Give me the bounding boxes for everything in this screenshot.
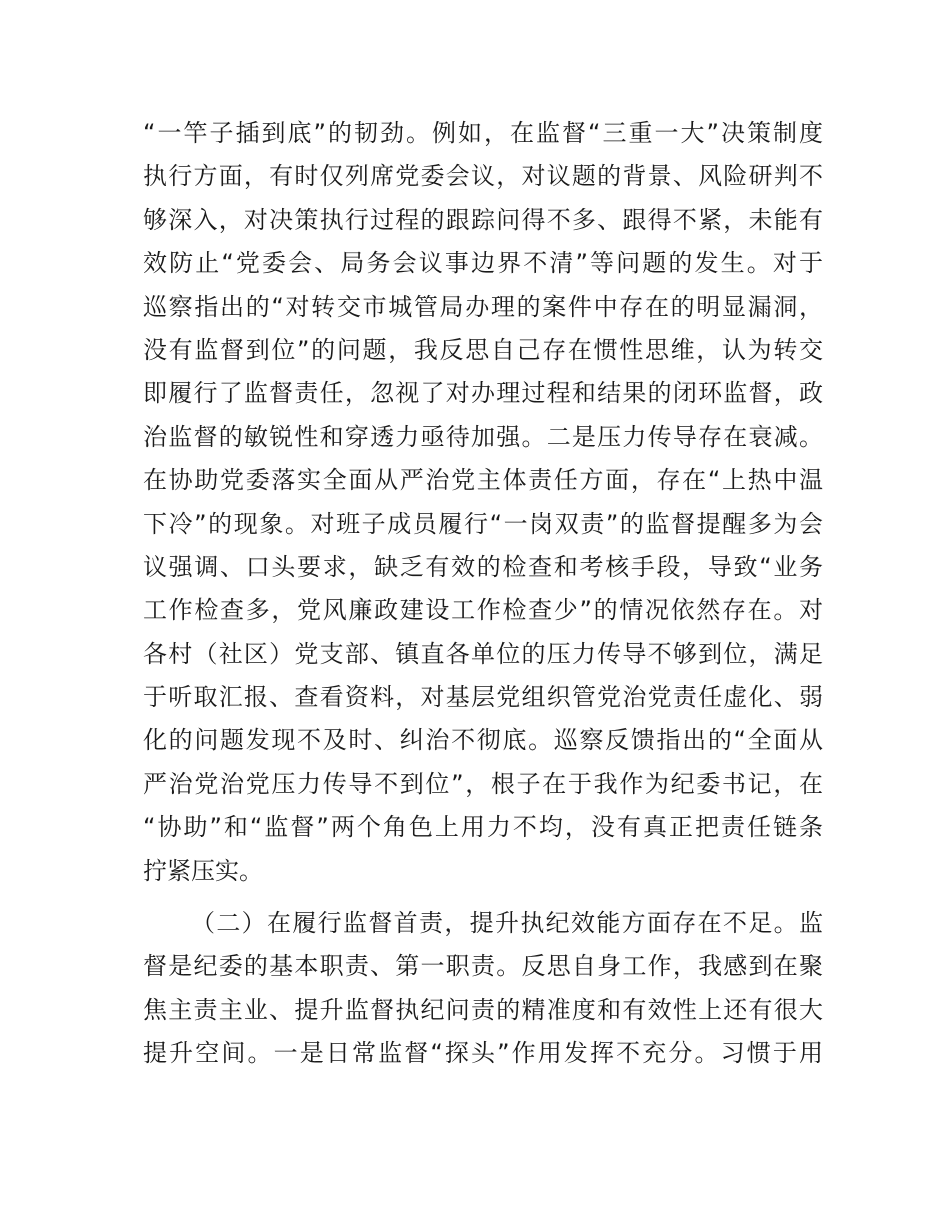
text-line: 督是纪委的基本职责、第一职责。反思自身工作，我感到在聚 <box>143 952 823 981</box>
paragraph-1 <box>143 112 823 893</box>
text-line: 议强调、口头要求，缺乏有效的检查和考核手段，导致“业务 <box>143 552 823 581</box>
text-line: “协助”和“监督”两个角色上用力不均，没有真正把责任链条 <box>143 813 823 842</box>
text-line: 拧紧压实。 <box>143 856 263 885</box>
text-line: 严治党治党压力传导不到位”，根子在于我作为纪委书记，在 <box>143 769 823 798</box>
text-line: 焦主责主业、提升监督执纪问责的精准度和有效性上还有很大 <box>143 995 823 1024</box>
text-line: 提升空间。一是日常监督“探头”作用发挥不充分。习惯于用 <box>143 1039 823 1068</box>
text-line: 下冷”的现象。对班子成员履行“一岗双责”的监督提醒多为会 <box>143 509 823 538</box>
text-line: （二）在履行监督首责，提升执纪效能方面存在不足。监 <box>191 909 823 938</box>
document-body <box>143 112 823 1076</box>
text-line: 够深入，对决策执行过程的跟踪问得不多、跟得不紧，未能有 <box>143 205 823 234</box>
paragraph-spacer <box>143 893 823 902</box>
text-line: 没有监督到位”的问题，我反思自己存在惯性思维，认为转交 <box>143 335 823 364</box>
text-line: “一竿子插到底”的韧劲。例如，在监督“三重一大”决策制度 <box>143 119 823 147</box>
text-line: 在协助党委落实全面从严治党主体责任方面，存在“上热中温 <box>143 466 823 495</box>
text-line: 执行方面，有时仅列席党委会议，对议题的背景、风险研判不 <box>143 162 823 191</box>
text-line: 化的问题发现不及时、纠治不彻底。巡察反馈指出的“全面从 <box>143 726 823 755</box>
text-line: 即履行了监督责任，忽视了对办理过程和结果的闭环监督，政 <box>143 379 823 408</box>
text-line: 效防止“党委会、局务会议事边界不清”等问题的发生。对于 <box>143 249 823 278</box>
text-line: 工作检查多，党风廉政建设工作检查少”的情况依然存在。对 <box>143 596 823 625</box>
paragraph-2 <box>143 902 823 1076</box>
text-line: 治监督的敏锐性和穿透力亟待加强。二是压力传导存在衰减。 <box>143 422 823 451</box>
text-line: 于听取汇报、查看资料，对基层党组织管党治党责任虚化、弱 <box>143 683 823 712</box>
text-line: 各村（社区）党支部、镇直各单位的压力传导不够到位，满足 <box>143 639 823 668</box>
text-line: 巡察指出的“对转交市城管局办理的案件中存在的明显漏洞， <box>143 292 823 321</box>
